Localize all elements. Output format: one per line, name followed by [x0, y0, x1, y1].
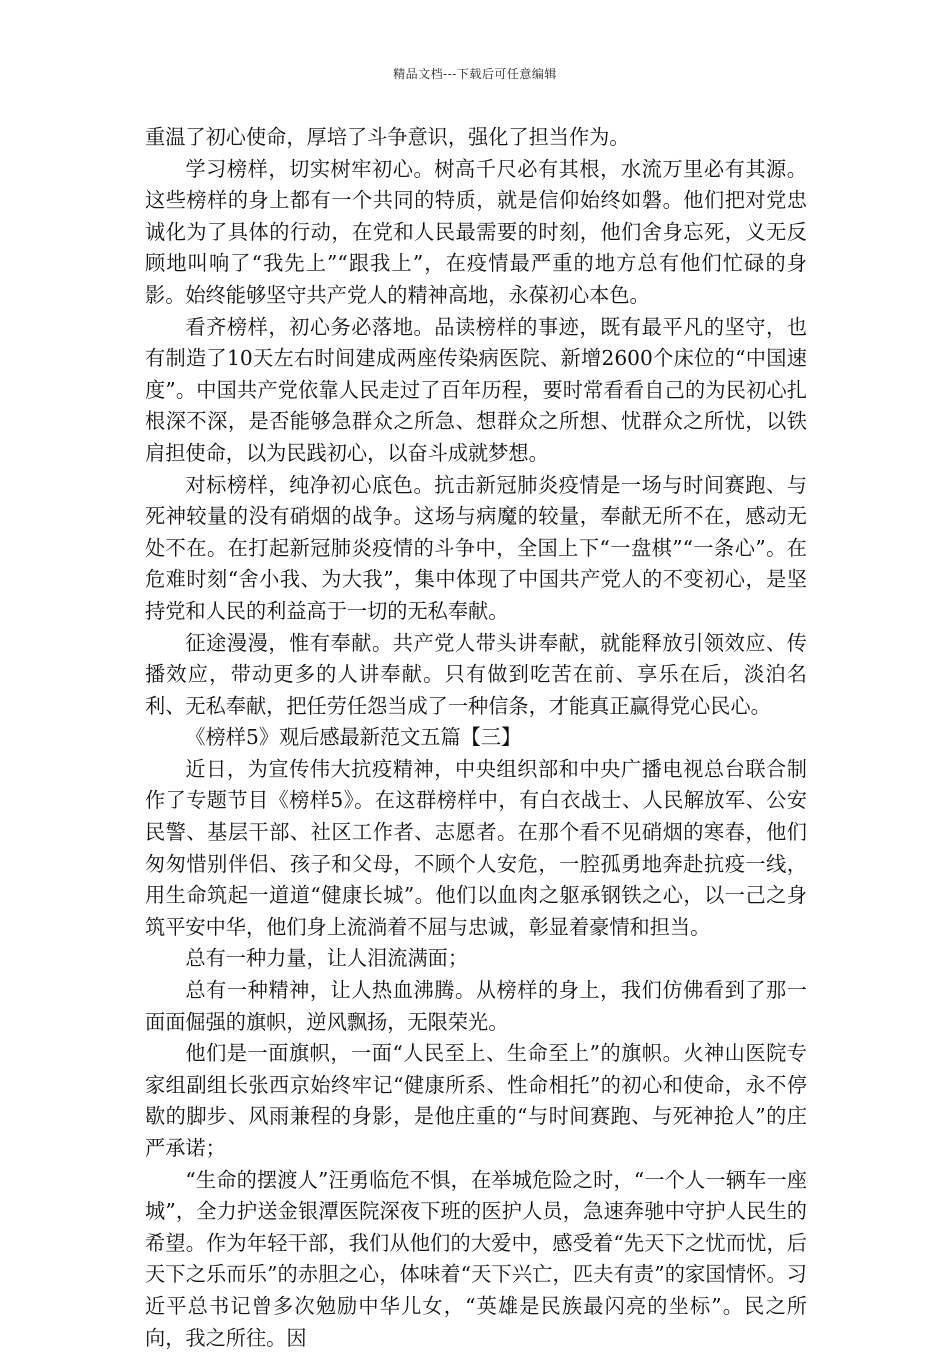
- paragraph: 总有一种精神，让人热血沸腾。从榜样的身上，我们仿佛看到了那一面面倔强的旗帜，逆风飘扬，无限荣光。: [145, 978, 807, 1034]
- paragraph: 他们是一面旗帜，一面“人民至上、生命至上”的旗帜。火神山医院专家组副组长张西京始终牢记“健康所系、性命相托”的初心和使命，永不停歇的脚步、风雨兼程的身影，是他庄重的“与时间赛跑、与死神抢人”的庄严承诺；: [145, 1041, 807, 1160]
- paragraph: 重温了初心使命，厚培了斗争意识，强化了担当作为。: [145, 125, 630, 149]
- section-heading: 《榜样5》观后感最新范文五篇【三】: [185, 725, 522, 750]
- paragraph: 对标榜样，纯净初心底色。抗击新冠肺炎疫情是一场与时间赛跑、与死神较量的没有硝烟的战争。这场与病魔的较量，奉献无所不在，感动无处不在。在打起新冠肺炎疫情的斗争中，全国上下“一盘棋”“一条心”。在危难时刻“舍小我、为大我”，集中体现了中国共产党人的不变初心，是坚持党和人民的利益高于一切的无私奉献。: [145, 472, 807, 623]
- paragraph: 近日，为宣传伟大抗疫精神，中央组织部和中央广播电视总台联合制作了专题节目《榜样5》。在这群榜样中，有白衣战士、人民解放军、公安民警、基层干部、社区工作者、志愿者。在那个看不见硝烟的寒春，他们匆匆惜别伴侣、孩子和父母，不顾个人安危，一腔孤勇地奔赴抗疫一线，用生命筑起一道道“健康长城”。他们以血肉之躯承钢铁之心，以一己之身筑平安中华，他们身上流淌着不屈与忠诚，彰显着豪情和担当。: [145, 756, 807, 939]
- page-header: 精品文档---下载后可任意编辑: [393, 67, 557, 81]
- paragraph: “生命的摆渡人”汪勇临危不惧，在举城危险之时，“一个人一辆车一座城”，全力护送金银潭医院深夜下班的医护人员，急速奔驰中守护人民生的希望。作为年轻干部，我们从他们的大爱中，感受着“先天下之忧而忧，后天下之乐而乐”的赤胆之心，体味着“天下兴亡，匹夫有责”的家国情怀。习近平总书记曾多次勉励中华儿女，“英雄是民族最闪亮的坐标”。民之所向，我之所往。因: [145, 1167, 807, 1350]
- document-body: [145, 122, 807, 1354]
- paragraph: 总有一种力量，让人泪流满面；: [185, 946, 469, 971]
- paragraph: 征途漫漫，惟有奉献。共产党人带头讲奉献，就能释放引领效应、传播效应，带动更多的人讲奉献。只有做到吃苦在前、享乐在后，淡泊名利、无私奉献，把任劳任怨当成了一种信条，才能真正赢得党心民心。: [145, 630, 807, 718]
- paragraph: 学习榜样，切实树牢初心。树高千尺必有其根，水流万里必有其源。这些榜样的身上都有一个共同的特质，就是信仰始终如磐。他们把对党忠诚化为了具体的行动，在党和人民最需要的时刻，他们舍身忘死，义无反顾地叫响了“我先上”“跟我上”，在疫情最严重的地方总有他们忙碌的身影。始终能够坚守共产党人的精神高地，永葆初心本色。: [145, 156, 807, 307]
- paragraph: 看齐榜样，初心务必落地。品读榜样的事迹，既有最平凡的坚守，也有制造了10天左右时间建成两座传染病医院、新增2600个床位的“中国速度”。中国共产党依靠人民走过了百年历程，要时常看看自己的为民初心扎根深不深，是否能够急群众之所急、想群众之所想、忧群众之所忧，以铁肩担使命，以为民践初心，以奋斗成就梦想。: [145, 314, 807, 465]
